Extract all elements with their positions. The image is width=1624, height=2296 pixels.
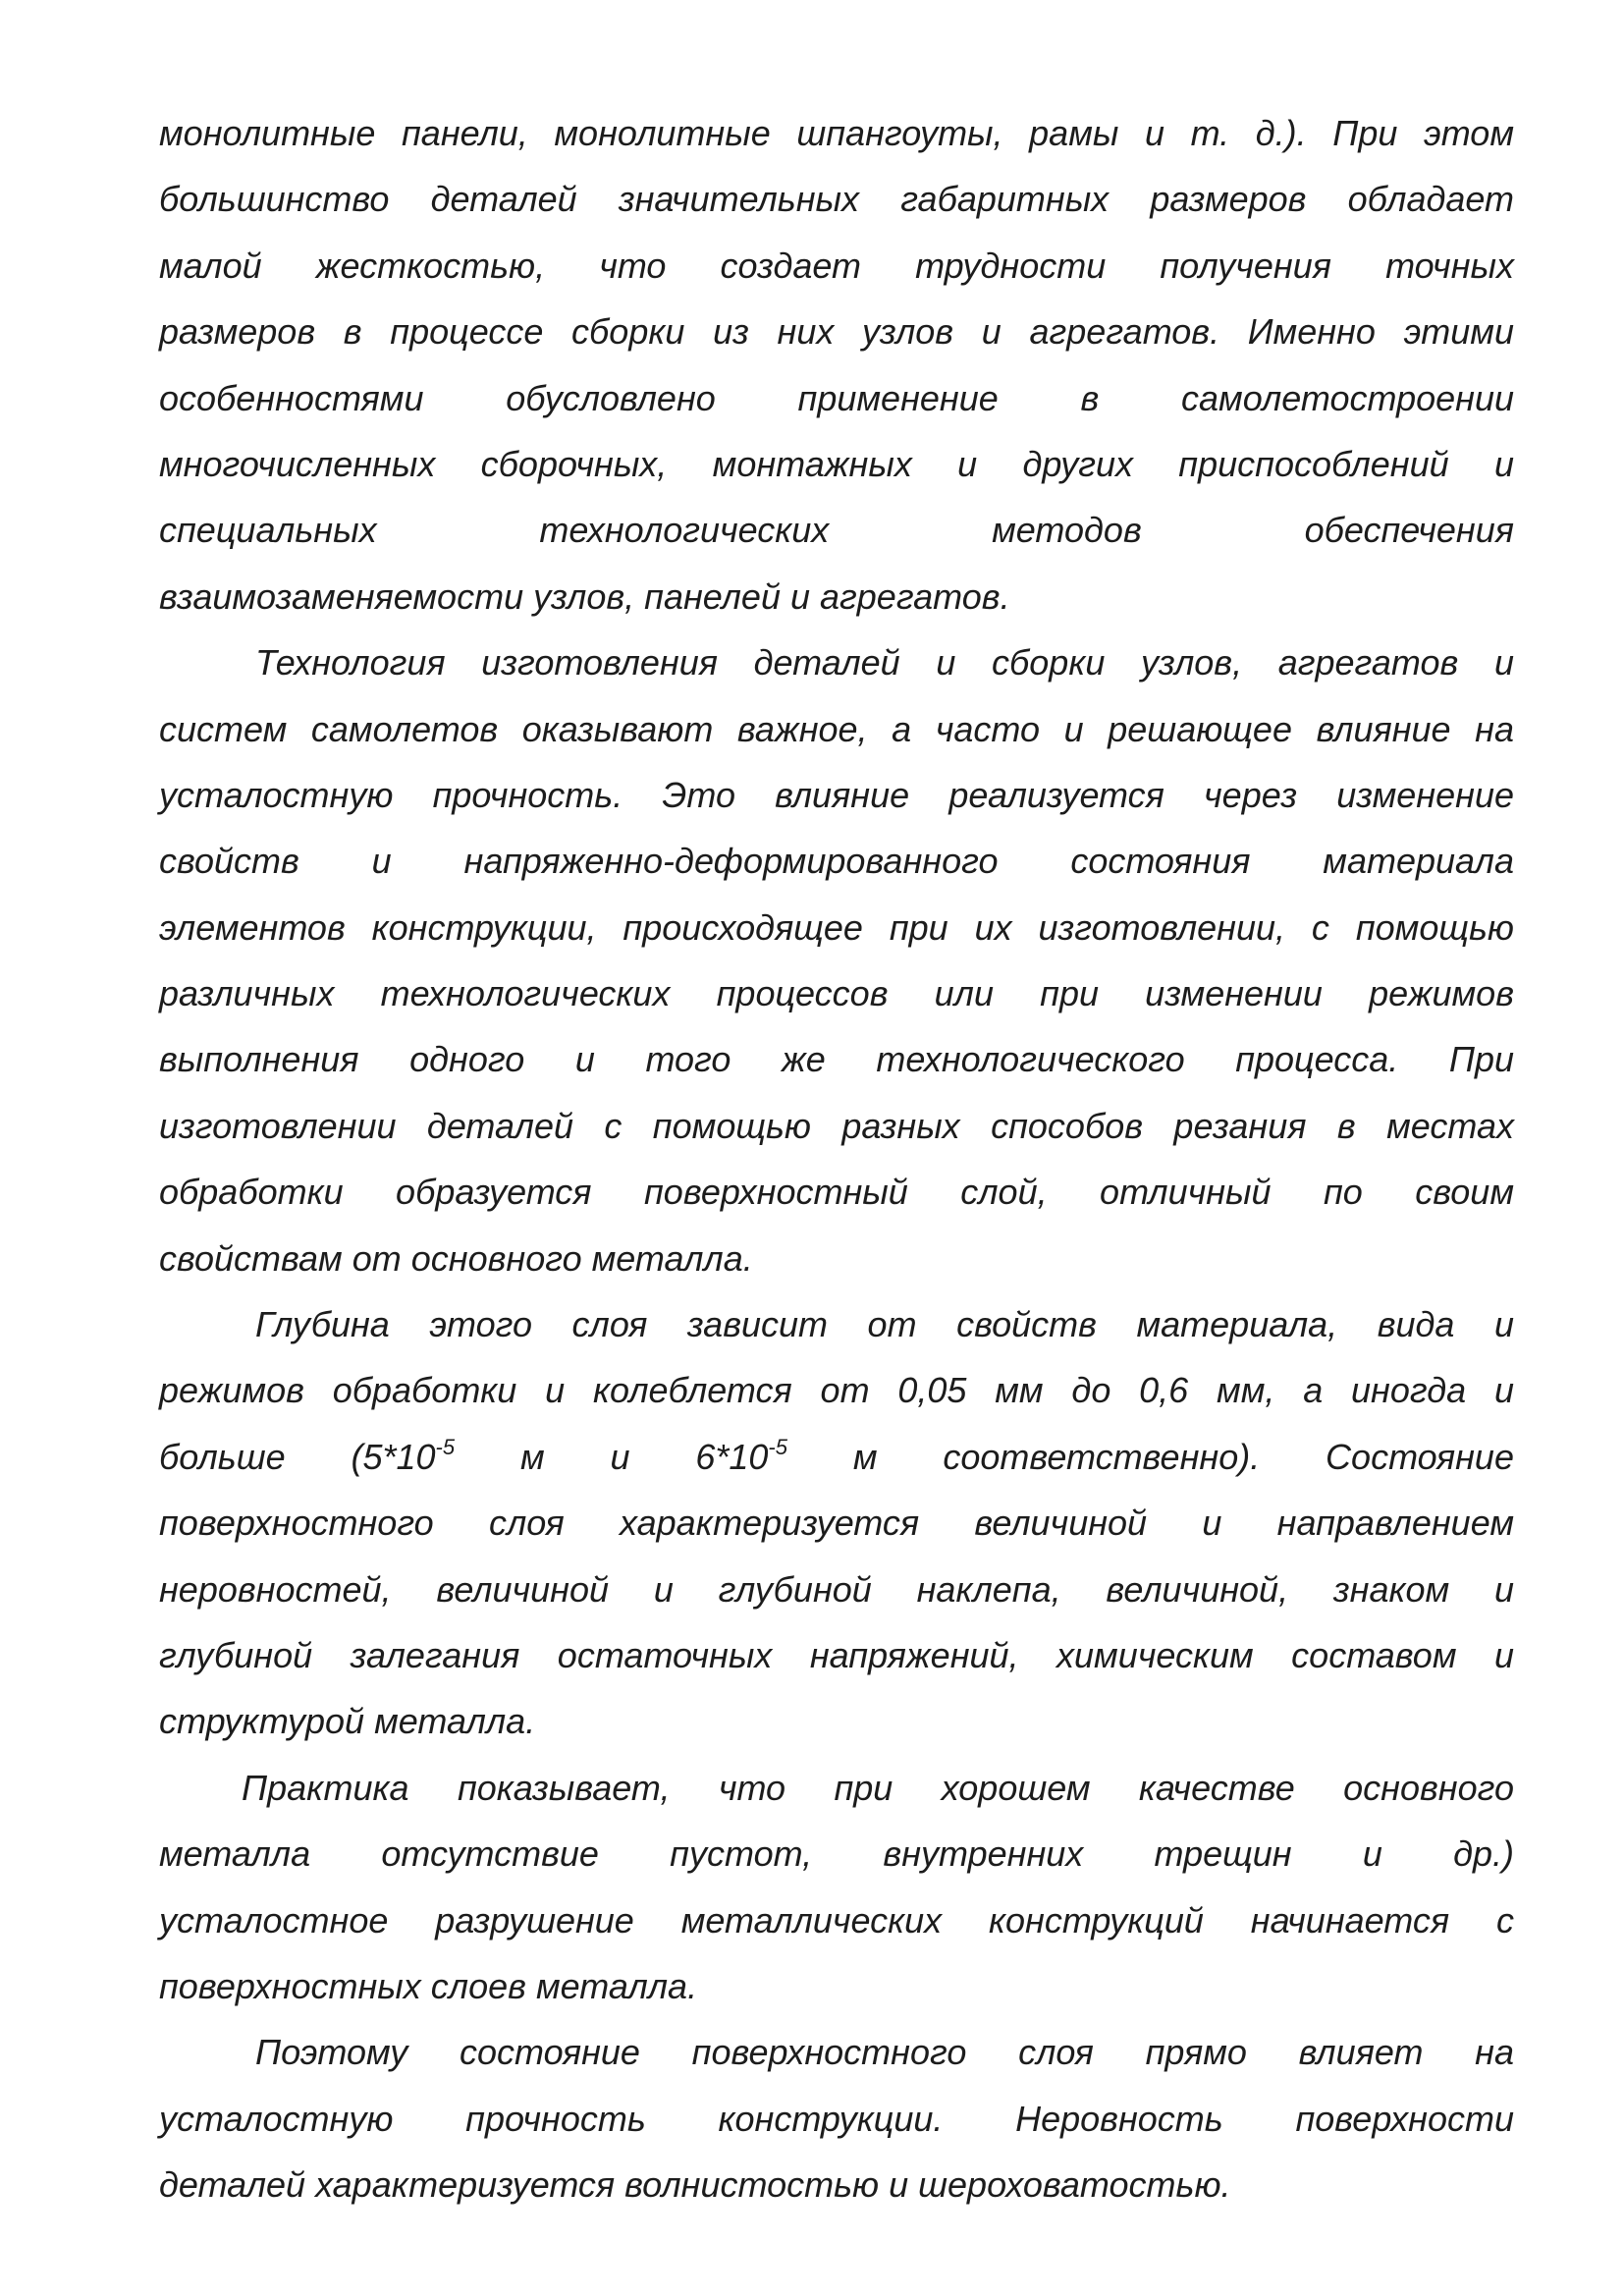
text-line: поверхностных слоев металла.	[159, 1965, 698, 2006]
paragraph	[159, 1291, 1514, 1755]
text-line: усталостное разрушение металлических конструкций начинается с	[159, 1899, 1514, 1941]
body-text	[159, 100, 1514, 2218]
text-line: специальных технологических методов обеспечения	[159, 510, 1514, 551]
text-line: малой жесткостью, что создает трудности получения точных	[159, 245, 1514, 286]
text-line: Практика показывает, что при хорошем качестве основного	[242, 1767, 1514, 1808]
text-line: Глубина этого слоя зависит от свойств материала, вида и	[255, 1304, 1514, 1345]
text-line: деталей характеризуется волнистостью и шероховатостью.	[159, 2164, 1231, 2206]
text-line: размеров в процессе сборки из них узлов и агрегатов. Именно этими	[159, 311, 1514, 353]
text-fragment: м и 6*10	[519, 1436, 769, 1477]
paragraph	[159, 1755, 1514, 2020]
text-line: различных технологических процессов или при изменении режимов	[159, 973, 1514, 1014]
text-line-with-exponents	[159, 1424, 1514, 1490]
text-line: свойств и напряженно-деформированного состояния материала	[159, 841, 1514, 882]
text-line: монолитные панели, монолитные шпангоуты, рамы и т. д.). При этом	[159, 113, 1514, 153]
text-line: неровностей, величиной и глубиной наклепа, величиной, знаком и	[159, 1568, 1514, 1610]
paragraph	[159, 2019, 1514, 2217]
text-line: усталостную прочность конструкции. Неровность поверхности	[159, 2098, 1514, 2139]
text-line: металла отсутствие пустот, внутренних трещин и др.)	[159, 1833, 1514, 1875]
text-line: структурой металла.	[159, 1701, 536, 1742]
text-line: глубиной залегания остаточных напряжений, химическим составом и	[159, 1634, 1514, 1675]
text-line: систем самолетов оказывают важное, а часто и решающее влияние на	[159, 708, 1514, 749]
text-fragment: больше (5*10	[159, 1436, 436, 1477]
text-line: особенностями обусловлено применение в самолетостроении	[159, 377, 1514, 418]
text-line: Технология изготовления деталей и сборки узлов, агрегатов и	[255, 642, 1514, 683]
text-fragment: м соответственно). Состояние	[852, 1436, 1514, 1477]
text-line: Поэтому состояние поверхностного слоя прямо влияет на	[255, 2032, 1514, 2073]
text-line: взаимозаменяемости узлов, панелей и агрегатов.	[159, 575, 1010, 617]
superscript: -5	[435, 1434, 456, 1459]
paragraph	[159, 100, 1514, 629]
text-line: элементов конструкции, происходящее при их изготовлении, с помощью	[159, 906, 1514, 948]
paragraph	[159, 629, 1514, 1291]
superscript: -5	[768, 1434, 787, 1459]
text-line: свойствам от основного металла.	[159, 1237, 753, 1279]
text-line: изготовлении деталей с помощью разных способов резания в местах	[159, 1105, 1514, 1146]
text-line: поверхностного слоя характеризуется величиной и направлением	[159, 1503, 1514, 1544]
text-line: усталостную прочность. Это влияние реализуется через изменение	[159, 774, 1514, 815]
text-line: обработки образуется поверхностный слой, отличный по своим	[159, 1172, 1514, 1213]
text-line: многочисленных сборочных, монтажных и других приспособлений и	[159, 443, 1514, 484]
text-line: режимов обработки и колеблется от 0,05 мм до 0,6 мм, а иногда и	[159, 1370, 1514, 1411]
text-line: большинство деталей значительных габаритных размеров обладает	[159, 179, 1514, 220]
text-line: выполнения одного и того же технологического процесса. При	[159, 1039, 1514, 1080]
